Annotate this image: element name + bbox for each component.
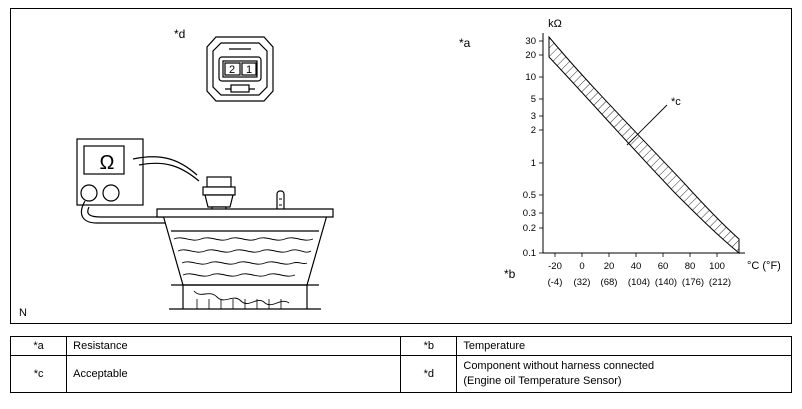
- svg-text:1: 1: [530, 158, 536, 169]
- svg-text:(104): (104): [627, 277, 651, 288]
- svg-text:0.5: 0.5: [522, 190, 536, 201]
- table-row: [11, 337, 792, 356]
- svg-text:40: 40: [630, 261, 642, 272]
- svg-text:0.3: 0.3: [522, 208, 536, 219]
- x-tick-labels-c: [548, 261, 725, 272]
- callout-c-graph: *c: [671, 96, 681, 108]
- callout-a: *a: [459, 36, 471, 50]
- ohm-symbol: Ω: [99, 152, 115, 174]
- x-axis-unit: °C (°F): [747, 260, 781, 272]
- svg-text:3: 3: [530, 111, 536, 122]
- legend-key-c: *c: [11, 356, 67, 393]
- svg-text:(176): (176): [681, 277, 705, 288]
- callout-b: *b: [504, 267, 516, 281]
- svg-text:5: 5: [530, 94, 536, 105]
- svg-text:(32): (32): [573, 277, 591, 288]
- svg-text:(68): (68): [600, 277, 618, 288]
- svg-text:30: 30: [525, 36, 536, 47]
- x-tick-labels-f: [548, 277, 731, 288]
- test-setup-illustration: [11, 9, 481, 321]
- legend-value-c: Acceptable: [67, 356, 401, 393]
- svg-text:80: 80: [684, 261, 696, 272]
- legend-value-d: [457, 356, 792, 393]
- burner-drawing: [169, 285, 321, 309]
- figure-corner-label: N: [19, 307, 27, 319]
- legend-table: [10, 336, 792, 393]
- y-tick-labels: [523, 36, 536, 259]
- svg-text:(212): (212): [708, 277, 732, 288]
- legend-value-b: Temperature: [457, 337, 792, 356]
- svg-text:20: 20: [603, 261, 615, 272]
- svg-text:20: 20: [525, 50, 536, 61]
- beaker-drawing: [157, 209, 333, 285]
- legend-value-d-line1: Component without harness connected: [463, 360, 655, 372]
- svg-text:100: 100: [709, 261, 725, 272]
- svg-text:10: 10: [525, 72, 536, 83]
- svg-text:2: 2: [530, 125, 536, 136]
- y-axis-unit: kΩ: [548, 18, 562, 30]
- callout-d: *d: [174, 27, 186, 41]
- connector-drawing: [207, 37, 273, 101]
- legend-key-b: *b: [401, 337, 457, 356]
- table-row: [11, 356, 792, 393]
- acceptable-band: [549, 37, 739, 253]
- legend-key-a: *a: [11, 337, 67, 356]
- svg-text:60: 60: [657, 261, 669, 272]
- legend-value-a: Resistance: [67, 337, 401, 356]
- svg-text:0.1: 0.1: [522, 248, 536, 259]
- legend-value-d-line2: (Engine oil Temperature Sensor): [463, 374, 622, 387]
- svg-text:(140): (140): [654, 277, 678, 288]
- figure-frame: [10, 8, 792, 324]
- legend-table-wrap: [10, 336, 792, 393]
- connector-pin-1: 1: [245, 64, 253, 76]
- svg-text:0.2: 0.2: [522, 223, 536, 234]
- connector-pin-2: 2: [228, 64, 236, 76]
- svg-text:0: 0: [579, 261, 585, 272]
- svg-text:-20: -20: [548, 261, 562, 272]
- resistance-temperature-graph: [499, 13, 799, 313]
- legend-key-d: *d: [401, 356, 457, 393]
- svg-text:(-4): (-4): [547, 277, 563, 288]
